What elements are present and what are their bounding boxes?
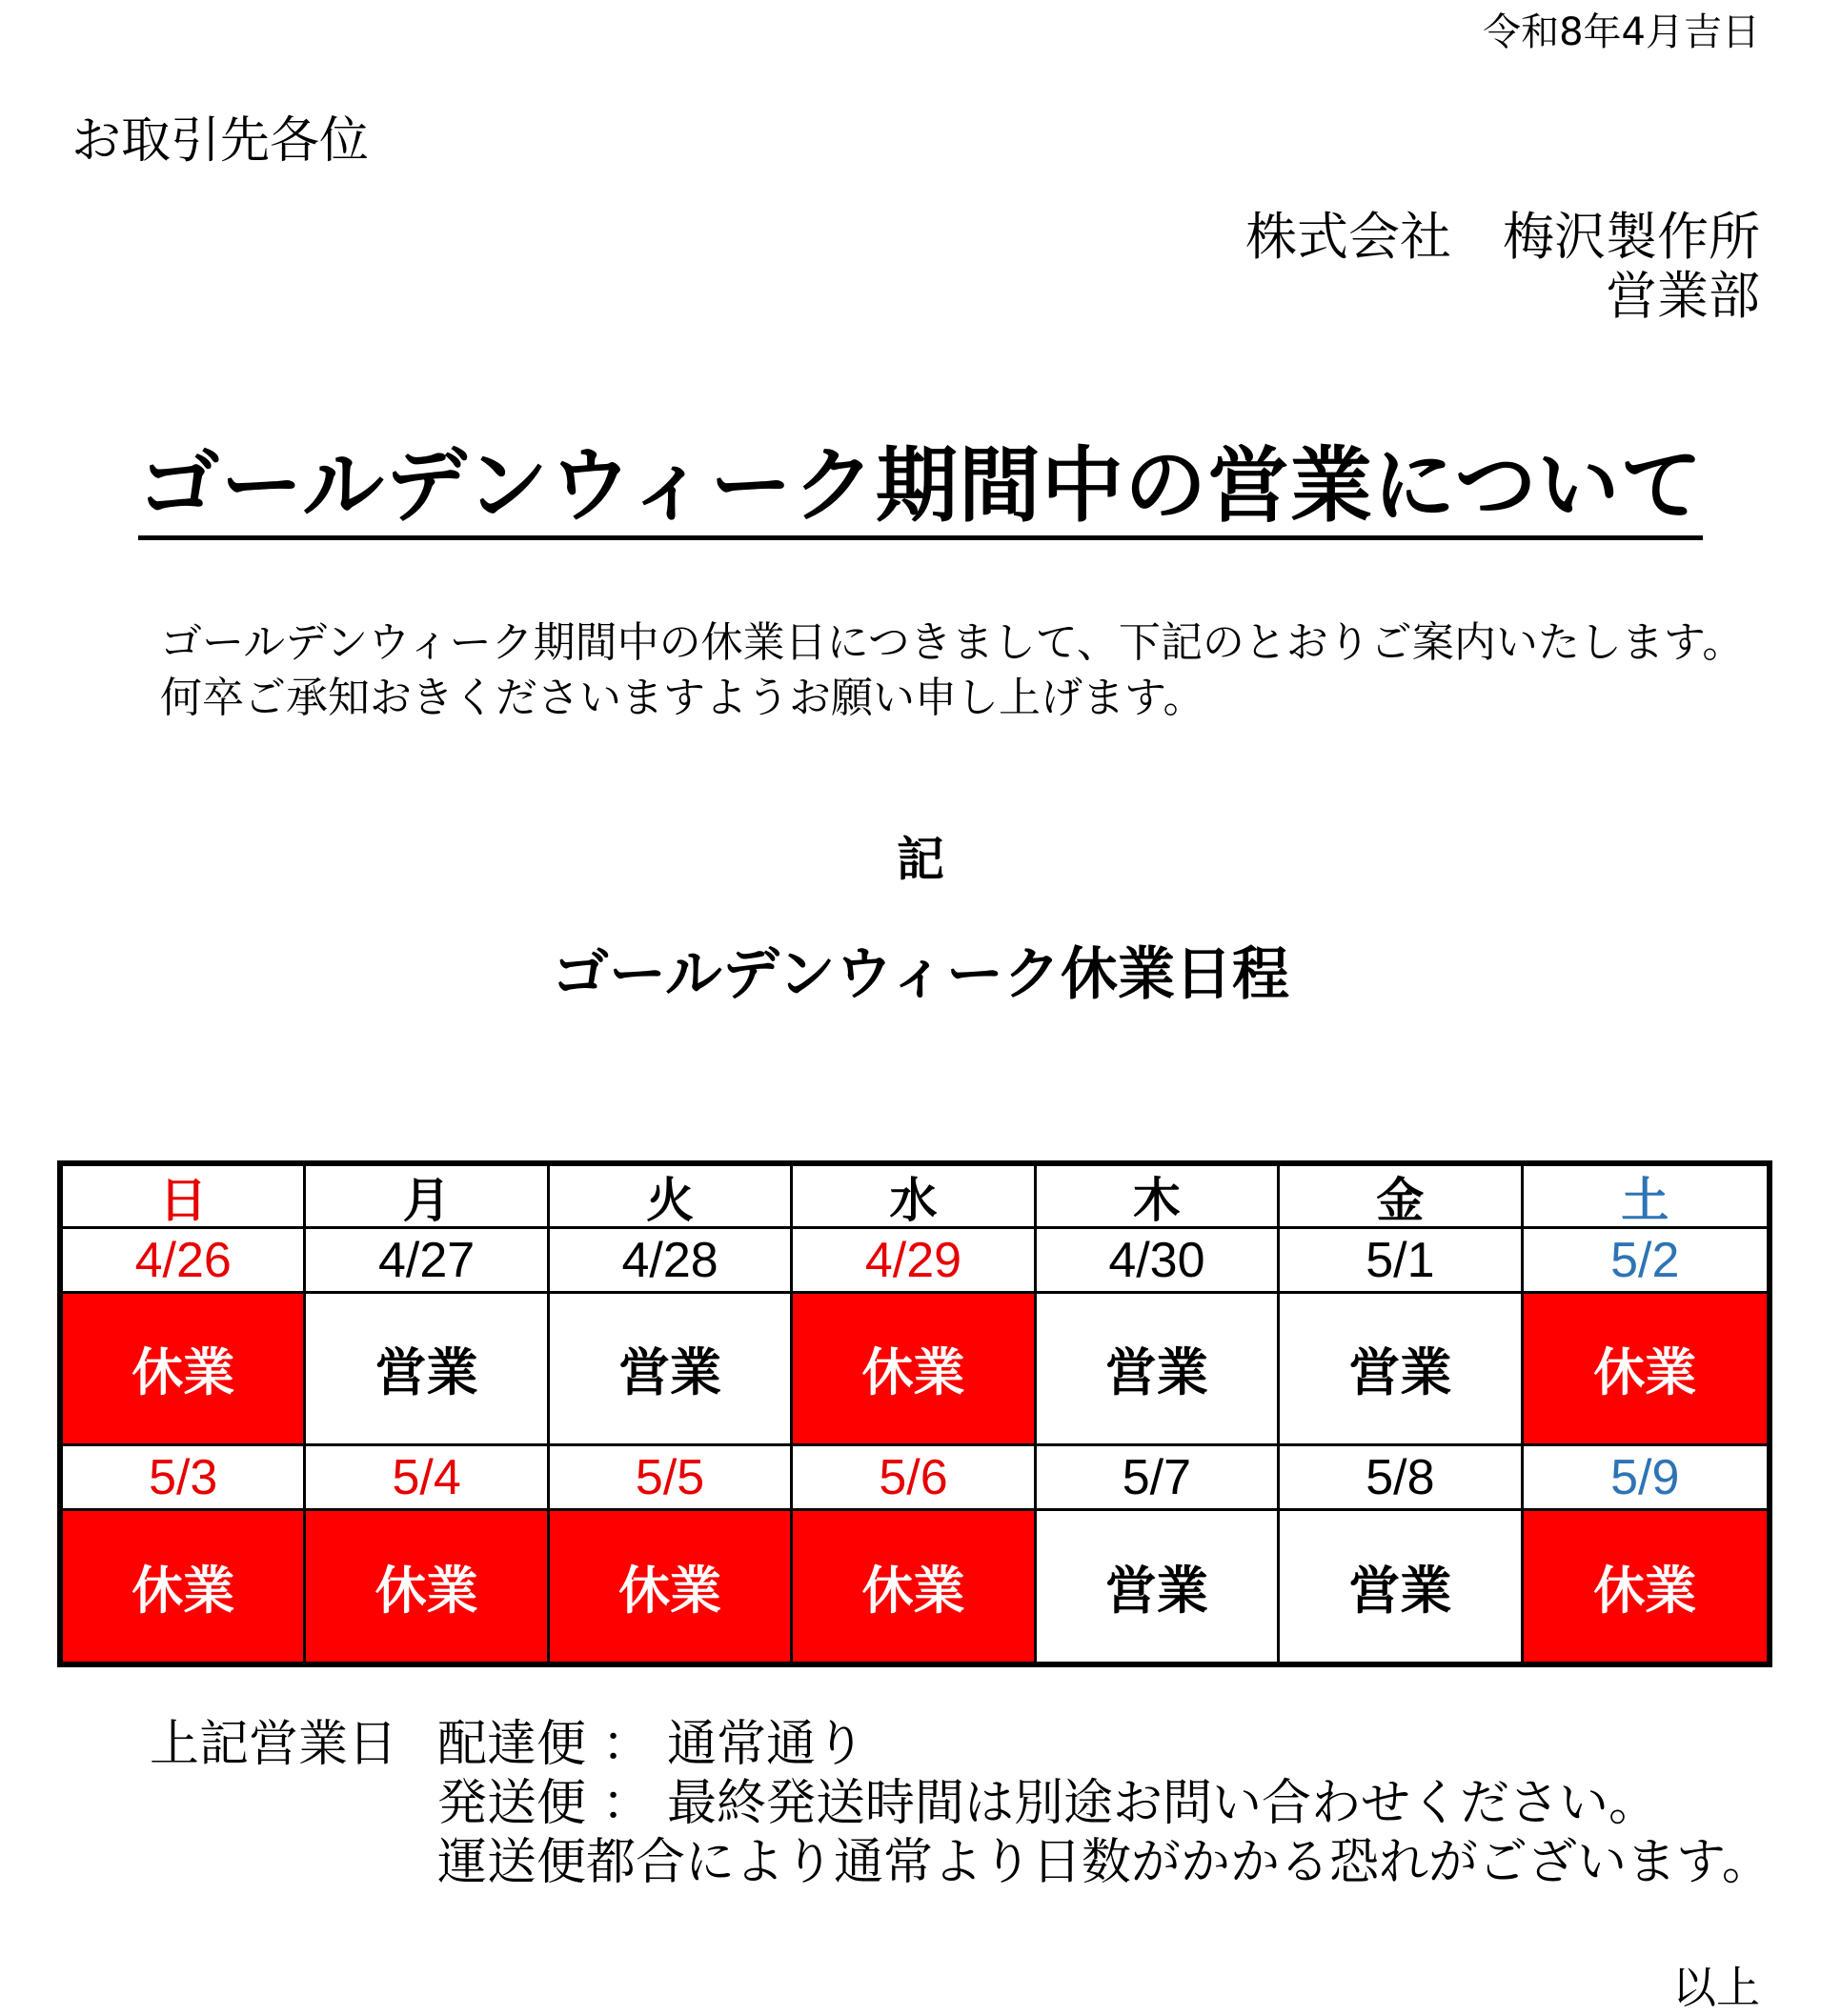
note-delivery: 配達便 ： 通常通り bbox=[437, 1716, 866, 1773]
date-cell: 5/9 bbox=[1524, 1446, 1767, 1511]
date-cell: 5/2 bbox=[1524, 1229, 1767, 1294]
closed-status-cell: 休業 bbox=[63, 1511, 306, 1662]
ki-heading: 記 bbox=[897, 832, 944, 887]
date-cell: 4/30 bbox=[1037, 1229, 1280, 1294]
intro-line-2: 何卒ご承知おきくださいますようお願い申し上げます。 bbox=[160, 674, 1205, 722]
date-cell: 5/4 bbox=[306, 1446, 549, 1511]
date-cell: 5/3 bbox=[63, 1446, 306, 1511]
date-cell: 4/26 bbox=[63, 1229, 306, 1294]
closed-status-cell: 休業 bbox=[550, 1511, 793, 1662]
notes-block bbox=[150, 1715, 1771, 1892]
date-cell: 5/5 bbox=[550, 1446, 793, 1511]
date-cell: 5/8 bbox=[1280, 1446, 1523, 1511]
weekday-header: 金 bbox=[1280, 1166, 1523, 1229]
closed-status-cell: 休業 bbox=[793, 1511, 1036, 1662]
department-name: 営業部 bbox=[1606, 266, 1760, 326]
weekday-header: 火 bbox=[550, 1166, 793, 1229]
date-cell: 5/6 bbox=[793, 1446, 1036, 1511]
closed-status-cell: 休業 bbox=[63, 1294, 306, 1446]
closed-status-cell: 休業 bbox=[1524, 1294, 1767, 1446]
note-carrier: 運送便都合により通常より日数がかかる恐れがございます。 bbox=[437, 1834, 1771, 1891]
closed-status-cell: 休業 bbox=[1524, 1511, 1767, 1662]
date-cell: 4/27 bbox=[306, 1229, 549, 1294]
weekday-header: 月 bbox=[306, 1166, 549, 1229]
intro-paragraph bbox=[160, 615, 1744, 726]
notes-label: 上記営業日 bbox=[150, 1716, 398, 1773]
open-status-cell: 営業 bbox=[1280, 1511, 1523, 1662]
addressee: お取引先各位 bbox=[71, 112, 370, 170]
closing-mark: 以上 bbox=[1672, 1962, 1760, 2013]
intro-line-1: ゴールデンウィーク期間中の休業日につきまして、下記のとおりご案内いたします。 bbox=[160, 618, 1745, 667]
sender-block bbox=[1245, 208, 1760, 326]
date-cell: 5/1 bbox=[1280, 1229, 1523, 1294]
date-cell: 5/7 bbox=[1037, 1446, 1280, 1511]
company-name: 株式会社 梅沢製作所 bbox=[1245, 207, 1760, 267]
note-shipping: 発送便 ： 最終発送時間は別途お問い合わせください。 bbox=[437, 1775, 1659, 1832]
note-row-1 bbox=[150, 1715, 1771, 1774]
open-status-cell: 営業 bbox=[550, 1294, 793, 1446]
open-status-cell: 営業 bbox=[1280, 1294, 1523, 1446]
document-title-wrapper bbox=[0, 419, 1841, 537]
date-cell: 4/28 bbox=[550, 1229, 793, 1294]
weekday-header: 木 bbox=[1037, 1166, 1280, 1229]
weekday-header: 水 bbox=[793, 1166, 1036, 1229]
open-status-cell: 営業 bbox=[1037, 1511, 1280, 1662]
open-status-cell: 営業 bbox=[1037, 1294, 1280, 1446]
weekday-header: 土 bbox=[1524, 1166, 1767, 1229]
schedule-title: ゴールデンウィーク休業日程 bbox=[552, 941, 1289, 1008]
document-title: ゴールデンウィーク期間中の営業について bbox=[138, 438, 1704, 540]
weekday-header: 日 bbox=[63, 1166, 306, 1229]
closed-status-cell: 休業 bbox=[793, 1294, 1036, 1446]
closed-status-cell: 休業 bbox=[306, 1511, 549, 1662]
open-status-cell: 営業 bbox=[306, 1294, 549, 1446]
document-date: 令和8年4月吉日 bbox=[1483, 10, 1760, 54]
date-cell: 4/29 bbox=[793, 1229, 1036, 1294]
holiday-calendar bbox=[57, 1160, 1772, 1667]
